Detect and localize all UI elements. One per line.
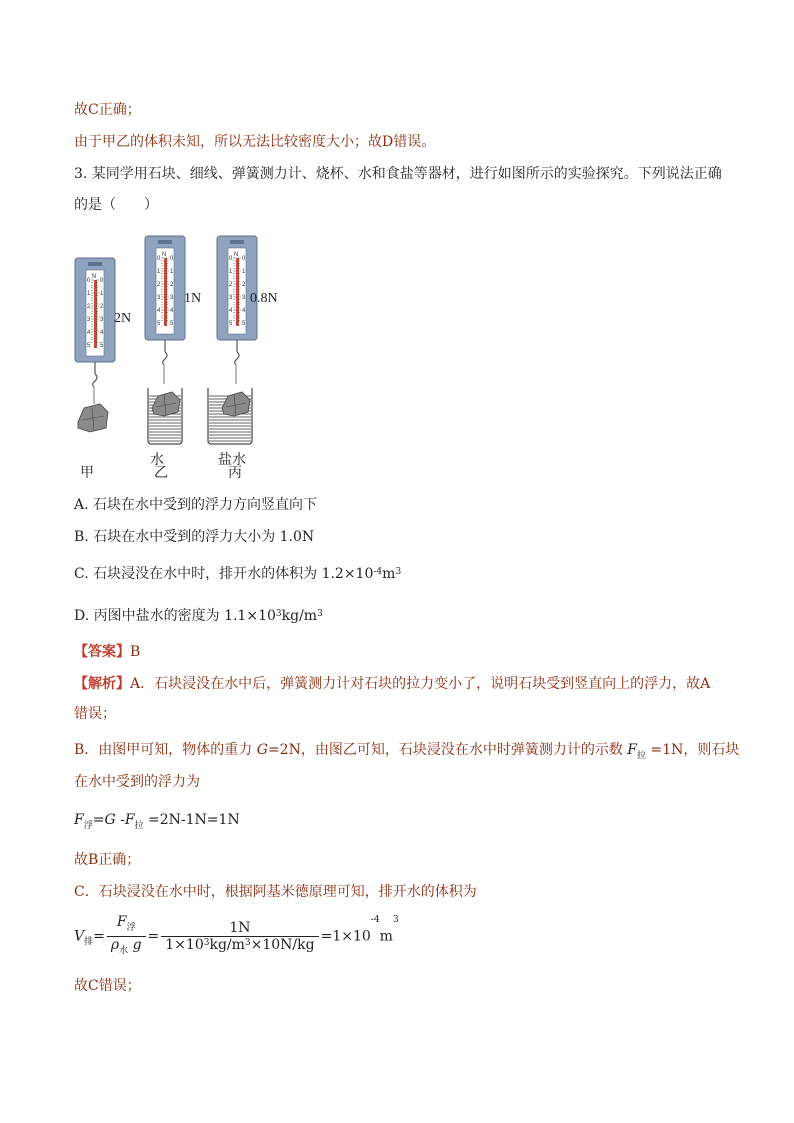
- answer-label: 【答案】: [74, 644, 130, 660]
- frac2-den-exp: 3: [203, 937, 210, 948]
- scale-tick-label: 5: [229, 321, 233, 327]
- scale-tick-label: 3: [100, 317, 104, 323]
- scale-tick-label: 1: [100, 291, 104, 297]
- option-c-text: C. 石块浸没在水中时，排开水的体积为 1.2×10: [74, 566, 374, 582]
- reading-jia: 2N: [114, 311, 132, 326]
- formula-result-unit: m: [379, 928, 393, 945]
- reading-yi: 1N: [184, 291, 202, 306]
- panel-label-jia: 甲: [80, 466, 94, 481]
- analysis-a-line2: 错误；: [74, 706, 116, 722]
- frac2-den-a: 1×10: [165, 936, 204, 953]
- scale-tick-label: 1: [157, 269, 161, 275]
- scale-tick-label: 3: [170, 295, 174, 301]
- liquid-label-water: 水: [150, 453, 164, 468]
- symbol-F-tension: F: [627, 742, 637, 758]
- option-d-text: D. 丙图中盐水的密度为 1.1×10: [74, 608, 276, 624]
- option-d: [74, 607, 323, 625]
- scale-tick-label: 5: [157, 321, 161, 327]
- formula-result-unit-exp: 3: [392, 915, 399, 925]
- scale-unit-jia: N: [92, 274, 97, 280]
- scale-tick-label: 1: [242, 269, 246, 275]
- scale-tick-label: 4: [170, 308, 174, 314]
- liquid-label-saltwater: 盐水: [218, 453, 246, 468]
- panel-label-yi: 乙: [154, 466, 168, 481]
- frac1-den-g: g: [128, 936, 142, 953]
- analysis-b-mid: =2N，由图乙可知，石块浸没在水中时弹簧测力计的示数: [267, 742, 628, 758]
- scale-tick-label: 0: [242, 256, 246, 262]
- scale-tick-label: 0: [229, 256, 233, 262]
- scale-tick-label: 5: [170, 321, 174, 327]
- frac1-den-rho: ρ: [110, 936, 120, 953]
- scale-tick-label: 2: [170, 282, 174, 288]
- fraction-2: [161, 920, 318, 953]
- scale-tick-label: 2: [157, 282, 161, 288]
- formula-result: =1×10: [320, 928, 371, 945]
- scale-tick-label: 0: [157, 256, 161, 262]
- analysis-b-conclusion: 故B正确；: [74, 852, 141, 868]
- option-c-unit-exp: 3: [395, 567, 402, 577]
- analysis-a-text: A．石块浸没在水中后，弹簧测力计对石块的拉力变小了，说明石块受到竖直向上的浮力，故A: [130, 676, 711, 692]
- scale-tick-label: 4: [100, 330, 104, 336]
- formula-rest: =2N-1N=1N: [143, 812, 240, 828]
- scale-tick-label: 2: [87, 304, 91, 310]
- beaker-saltwater: [208, 388, 252, 444]
- spring-scale-bing: [217, 236, 257, 384]
- option-d-exp: 3: [275, 609, 282, 619]
- formula-V-sub: 排: [84, 937, 94, 948]
- option-c: [74, 565, 401, 583]
- scale-tick-label: 2: [100, 304, 104, 310]
- scale-tick-label: 4: [242, 308, 246, 314]
- frac2-num: 1N: [161, 920, 318, 937]
- scale-tick-label: 5: [87, 343, 91, 349]
- analysis-c-line1: C．石块浸没在水中时，根据阿基米德原理可知，排开水的体积为: [74, 884, 477, 900]
- scale-tick-label: 3: [87, 317, 91, 323]
- formula-eq: =: [92, 812, 105, 828]
- scale-tick-label: 4: [229, 308, 233, 314]
- formula-buoyancy: [74, 811, 240, 835]
- panel-label-bing: 丙: [228, 466, 242, 481]
- analysis-b-line2: 在水中受到的浮力为: [74, 774, 200, 790]
- frac2-den-c: ×10N/kg: [250, 936, 315, 953]
- scale-tick-label: 1: [170, 269, 174, 275]
- reading-bing: 0.8N: [250, 291, 278, 306]
- analysis-b-line1: [74, 741, 739, 765]
- question-text-line1: 3. 某同学用石块、细线、弹簧测力计、烧杯、水和食盐等器材，进行如图所示的实验探究。下列说法正确: [74, 166, 722, 182]
- scale-tick-label: 0: [87, 278, 91, 284]
- analysis-b-pre: B．由图甲可知，物体的重力: [74, 742, 257, 758]
- formula-V: V: [74, 928, 85, 945]
- scale-tick-label: 3: [229, 295, 233, 301]
- option-b: B. 石块在水中受到的浮力大小为 1.0N: [74, 529, 315, 545]
- option-d-unit: kg/m: [281, 608, 318, 624]
- option-a: A. 石块在水中受到的浮力方向竖直向下: [74, 497, 318, 513]
- formula-F-sub: 浮: [83, 820, 93, 831]
- analysis-c-conclusion: 故C错误；: [74, 978, 141, 994]
- frac1-num-F: F: [116, 914, 127, 930]
- formula-F2: F: [124, 812, 135, 828]
- scale-tick-label: 2: [242, 282, 246, 288]
- formula-F: F: [74, 812, 84, 828]
- beaker-water: [148, 388, 182, 444]
- formula-minus: -: [115, 812, 125, 828]
- option-c-exp: -4: [373, 567, 383, 577]
- scale-tick-label: 4: [87, 330, 91, 336]
- option-c-unit: m: [382, 566, 396, 582]
- spring-scale-jia: [75, 258, 115, 432]
- fraction-1: [107, 914, 146, 959]
- scale-tick-label: 0: [170, 256, 174, 262]
- scale-tick-label: 4: [157, 308, 161, 314]
- scale-tick-label: 5: [100, 343, 104, 349]
- scale-tick-label: 3: [157, 295, 161, 301]
- spring-scale-yi: [145, 236, 185, 384]
- scale-tick-label: 2: [229, 282, 233, 288]
- analysis-b-post: =1N，则石块: [646, 742, 740, 758]
- scale-tick-label: 5: [242, 321, 246, 327]
- symbol-G: G: [256, 742, 268, 758]
- formula-F2-sub: 拉: [134, 820, 144, 831]
- frac1-num-sub: 浮: [126, 922, 136, 933]
- frac2-den-b: kg/m: [209, 936, 245, 953]
- formula-volume: $V_排=$ $\frac{F_浮}{\rho_水 g}$ = $\frac{1N}{1\times 10^3kg/m^3\times 10N/kg}$ $=1\times 10^{-4}m^3$: [74, 914, 399, 959]
- formula-G: G: [104, 812, 116, 828]
- scale-tick-label: 1: [229, 269, 233, 275]
- c-correct-line: 故C正确；: [74, 102, 141, 118]
- frac2-den-exp2: 3: [244, 937, 251, 948]
- option-d-unit-exp: 3: [317, 609, 323, 619]
- scale-unit-bing: N: [234, 252, 239, 258]
- question-text-line2: 的是（ ）: [74, 197, 158, 213]
- formula-result-exp: -4: [370, 915, 380, 925]
- answer-value: B: [130, 644, 141, 660]
- scale-tick-label: 3: [242, 295, 246, 301]
- analysis-a-line1: [74, 675, 710, 693]
- symbol-F-tension-sub: 拉: [637, 750, 647, 761]
- scale-tick-label: 1: [87, 291, 91, 297]
- analysis-label: 【解析】: [74, 676, 130, 692]
- experiment-figure: [70, 232, 310, 482]
- frac1-den-sub: 水: [119, 945, 129, 956]
- d-wrong-line: 由于甲乙的体积未知，所以无法比较密度大小；故D错误。: [74, 134, 436, 150]
- scale-tick-label: 0: [100, 278, 104, 284]
- answer-line: [74, 643, 140, 661]
- scale-unit-yi: N: [162, 252, 167, 258]
